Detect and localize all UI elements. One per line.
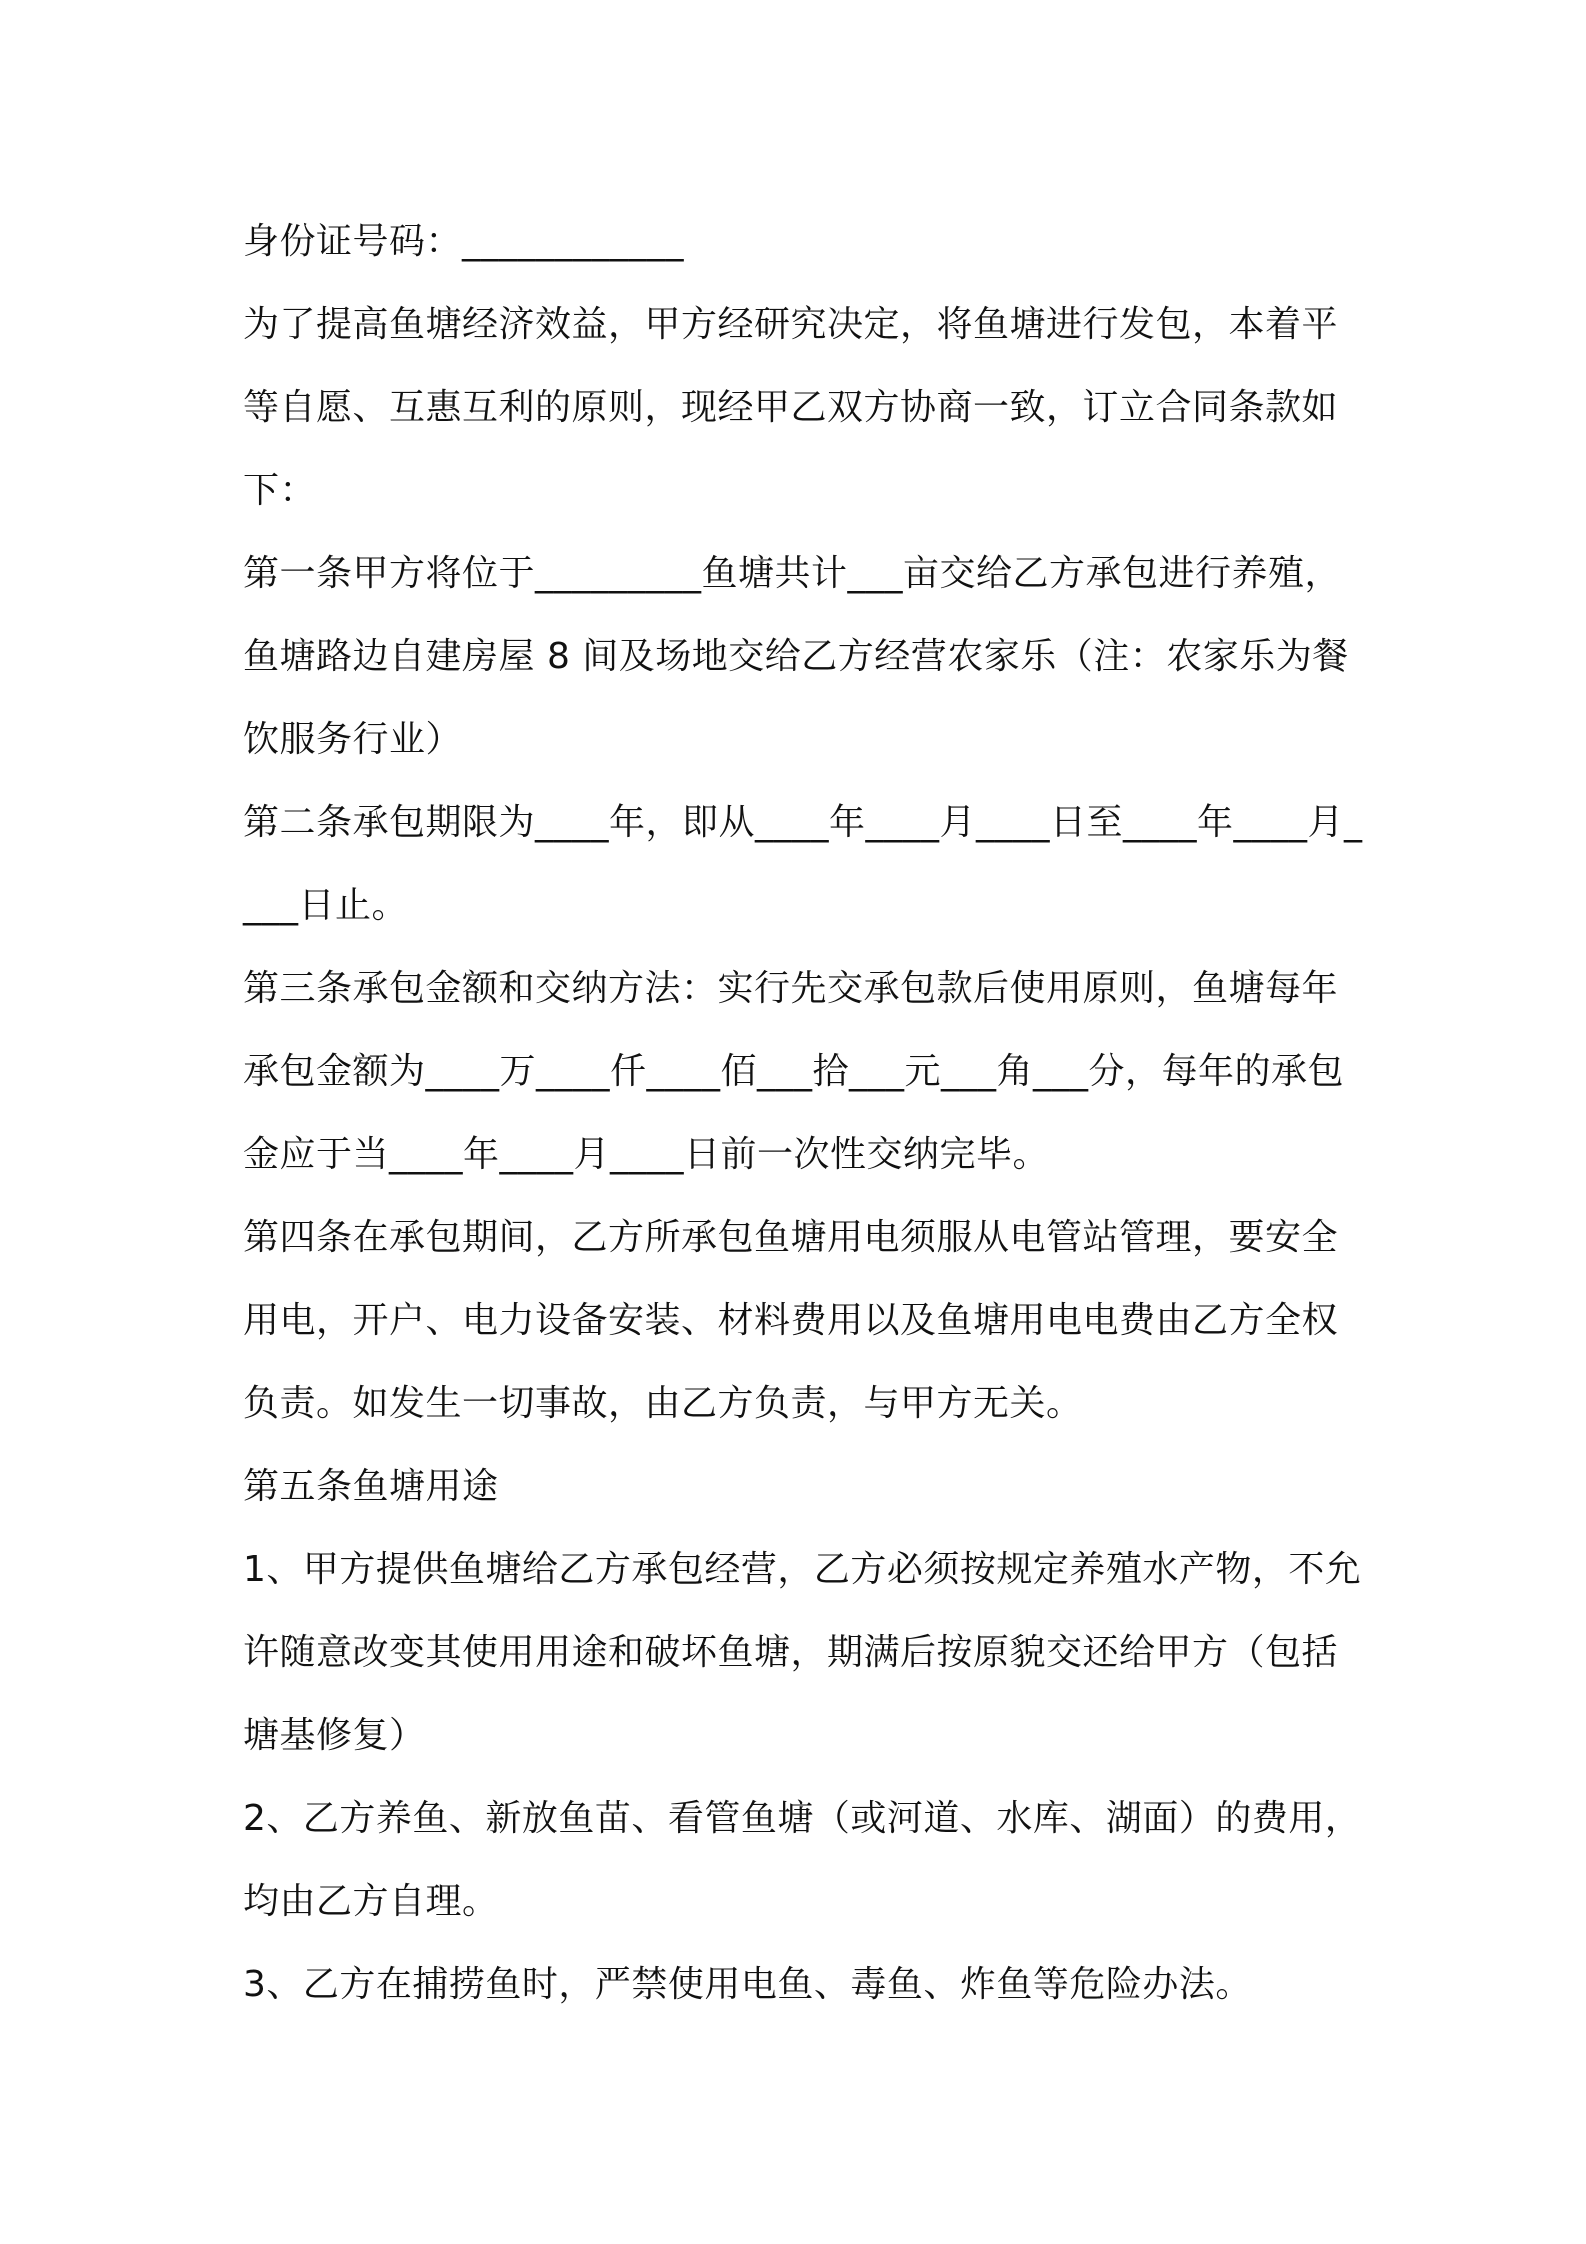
article-2-paragraph: 第二条承包期限为____年，即从____年____月____日至____年____月____日止。 [243,802,1363,926]
article-3-paragraph: 第三条承包金额和交纳方法：实行先交承包款后使用原则，鱼塘每年承包金额为____万____仟____佰___拾___元___角___分，每年的承包金应于当____年____月____日前一次性交纳完毕。 [243,968,1345,1175]
article-5-heading: 第五条鱼塘用途 [243,1466,499,1507]
article-5-item-1: 1、甲方提供鱼塘给乙方承包经营，乙方必须按规定养殖水产物，不允许随意改变其使用用途和破坏鱼塘，期满后按原貌交还给甲方（包括塘基修复） [243,1549,1362,1756]
contract-body [243,200,1373,2026]
article-1-paragraph: 第一条甲方将位于_________鱼塘共计___亩交给乙方承包进行养殖，鱼塘路边自建房屋 8 间及场地交给乙方经营农家乐（注：农家乐为餐饮服务行业） [243,553,1349,760]
id-number-line: 身份证号码：____________ [243,221,685,262]
preamble-paragraph: 为了提高鱼塘经济效益，甲方经研究决定，将鱼塘进行发包，本着平等自愿、互惠互利的原则，现经甲乙双方协商一致，订立合同条款如下： [243,304,1339,511]
article-5-item-2: 2、乙方养鱼、新放鱼苗、看管鱼塘（或河道、水库、湖面）的费用，均由乙方自理。 [243,1798,1362,1922]
article-4-paragraph: 第四条在承包期间，乙方所承包鱼塘用电须服从电管站管理，要安全用电，开户、电力设备安装、材料费用以及鱼塘用电电费由乙方全权负责。如发生一切事故，由乙方负责，与甲方无关。 [243,1217,1339,1424]
article-5-item-3: 3、乙方在捕捞鱼时，严禁使用电鱼、毒鱼、炸鱼等危险办法。 [243,1964,1252,2005]
